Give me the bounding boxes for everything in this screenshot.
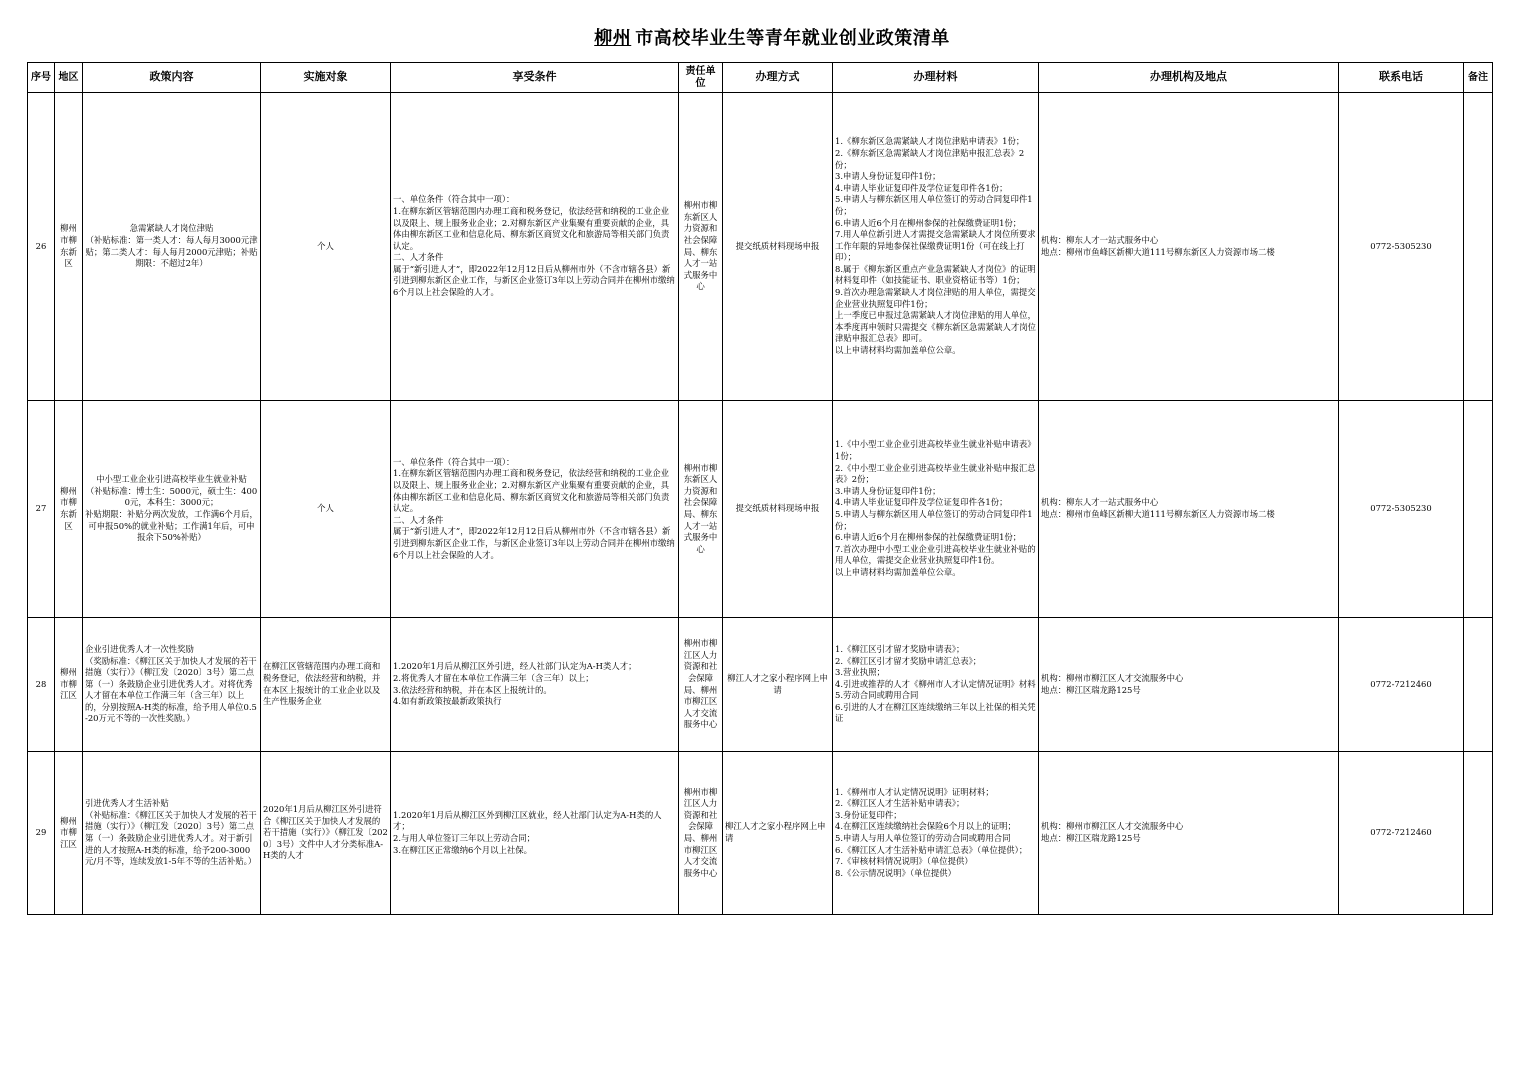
cell-seq: 29	[28, 752, 55, 915]
cell-phone: 0772-7212460	[1339, 752, 1464, 915]
cell-conditions: 一、单位条件（符合其中一项）： 1.在柳东新区管辖范围内办理工商和税务登记，依法经营和纳税的工业企业以及限上、规上服务业企业；2.对柳东新区产业集聚有重要贡献的企业，具体由柳东新区工业和信息化局、柳东新区商贸文化和旅游局等相关部门负责认定。 二、人才条件 属于“新引进人才”，即2022年12月12日后从柳州市外（不含市辖各县）新引进到柳东新区企业工作，与新区企业签订3年以上劳动合同并在柳州市缴纳6个月以上社会保险的人才。	[391, 93, 679, 401]
header-phone: 联系电话	[1339, 63, 1464, 93]
cell-remark	[1464, 618, 1493, 752]
header-unit: 责任单位	[679, 63, 723, 93]
header-target: 实施对象	[261, 63, 391, 93]
header-conditions: 享受条件	[391, 63, 679, 93]
cell-seq: 28	[28, 618, 55, 752]
cell-office: 机构：柳州市柳江区人才交流服务中心 地点：柳江区瑞龙路125号	[1039, 752, 1339, 915]
cell-materials: 1.《柳州市人才认定情况说明》证明材料； 2.《柳江区人才生活补贴申请表》； 3.身份证复印件； 4.在柳江区连续缴纳社会保险6个月以上的证明； 5.申请人与用人单位签订的劳动合同或聘用合同 6.《柳江区人才生活补贴申请汇总表》（单位提供）； 7.《审核材料情况说明》（单位提供） 8.《公示情况说明》（单位提供）	[833, 752, 1039, 915]
cell-remark	[1464, 752, 1493, 915]
cell-seq: 27	[28, 401, 55, 618]
cell-phone: 0772-5305230	[1339, 93, 1464, 401]
cell-office: 机构：柳州市柳江区人才交流服务中心 地点：柳江区瑞龙路125号	[1039, 618, 1339, 752]
cell-target: 2020年1月后从柳江区外引进符合《柳江区关于加快人才发展的若干措施（实行）》（柳江发〔2020〕3号）文件中人才分类标准A-H类的人才	[261, 752, 391, 915]
cell-materials: 1.《柳东新区急需紧缺人才岗位津贴申请表》1份； 2.《柳东新区急需紧缺人才岗位津贴申报汇总表》2份； 3.申请人身份证复印件1份； 4.申请人毕业证复印件及学位证复印件各1份； 5.申请人与柳东新区用人单位签订的劳动合同复印件1份； 6.申请人近6个月在柳州参保的社保缴费证明1份； 7.用人单位新引进人才需提交急需紧缺人才岗位所要求工作年限的异地参保社保缴费证明1份（可在线上打印）； 8.属于《柳东新区重点产业急需紧缺人才岗位》的证明材料复印件（如技能证书、职业资格证书等）1份； 9.首次办理急需紧缺人才岗位津贴的用人单位，需提交企业营业执照复印件1份； 上一季度已申报过急需紧缺人才岗位津贴的用人单位，本季度再申领时只需提交《柳东新区急需紧缺人才岗位津贴申报汇总表》即可。 以上申请材料均需加盖单位公章。	[833, 93, 1039, 401]
header-office: 办理机构及地点	[1039, 63, 1339, 93]
cell-target: 在柳江区管辖范围内办理工商和税务登记，依法经营和纳税，并在本区上报统计的工业企业以及生产性服务企业	[261, 618, 391, 752]
cell-target: 个人	[261, 93, 391, 401]
cell-office: 机构：柳东人才一站式服务中心 地点：柳州市鱼峰区新柳大道111号柳东新区人力资源市场二楼	[1039, 93, 1339, 401]
header-remark: 备注	[1464, 63, 1493, 93]
document-title	[0, 24, 1520, 50]
cell-region: 柳州市柳江区	[55, 618, 83, 752]
cell-method: 柳江人才之家小程序网上申请	[723, 618, 833, 752]
title-city: 柳州	[594, 28, 632, 49]
cell-conditions: 1.2020年1月后从柳江区外引进，经人社部门认定为A-H类人才； 2.将优秀人才留在本单位工作满三年（含三年）以上； 3.依法经营和纳税，并在本区上报统计的。 4.如有新政策按最新政策执行	[391, 618, 679, 752]
cell-materials: 1.《中小型工业企业引进高校毕业生就业补贴申请表》1份； 2.《中小型工业企业引进高校毕业生就业补贴申报汇总表》2份； 3.申请人身份证复印件1份； 4.申请人毕业证复印件及学位证复印件各1份； 5.申请人与柳东新区用人单位签订的劳动合同复印件1份； 6.申请人近6个月在柳州参保的社保缴费证明1份； 7.首次办理中小型工业企业引进高校毕业生就业补贴的用人单位，需提交企业营业执照复印件1份。 以上申请材料均需加盖单位公章。	[833, 401, 1039, 618]
cell-content: 中小型工业企业引进高校毕业生就业补贴 （补贴标准：博士生：5000元，硕士生：4000元，本科生：3000元； 补贴期限：补贴分两次发放，工作满6个月后，可申报50%的就业补贴；工作满1年后，可申报余下50%补贴）	[83, 401, 261, 618]
cell-conditions: 一、单位条件（符合其中一项）： 1.在柳东新区管辖范围内办理工商和税务登记，依法经营和纳税的工业企业以及限上、规上服务业企业；2.对柳东新区产业集聚有重要贡献的企业，具体由柳东新区工业和信息化局、柳东新区商贸文化和旅游局等相关部门负责认定。 二、人才条件 属于“新引进人才”，即2022年12月12日后从柳州市外（不含市辖各县）新引进到柳东新区企业工作，与新区企业签订3年以上劳动合同并在柳州市缴纳6个月以上社会保险的人才。	[391, 401, 679, 618]
title-text: 市高校毕业生等青年就业创业政策清单	[635, 28, 950, 49]
table-row	[28, 618, 1493, 752]
header-seq: 序号	[28, 63, 55, 93]
cell-content: 急需紧缺人才岗位津贴 （补贴标准：第一类人才：每人每月3000元津贴；第二类人才：每人每月2000元津贴；补贴期限：不超过2年）	[83, 93, 261, 401]
cell-method: 提交纸质材料现场申报	[723, 93, 833, 401]
cell-unit: 柳州市柳东新区人力资源和社会保障局、柳东人才一站式服务中心	[679, 93, 723, 401]
cell-office: 机构：柳东人才一站式服务中心 地点：柳州市鱼峰区新柳大道111号柳东新区人力资源市场二楼	[1039, 401, 1339, 618]
cell-seq: 26	[28, 93, 55, 401]
cell-content: 引进优秀人才生活补贴 （补贴标准：《柳江区关于加快人才发展的若干措施（实行）》（柳江发〔2020〕3号）第二点第（一）条鼓励企业引进优秀人才。对于新引进的人才按照A-H类的标准，给予200-3000元/月不等，连续发放1-5年不等的生活补贴。）	[83, 752, 261, 915]
header-row	[28, 63, 1493, 93]
cell-unit: 柳州市柳东新区人力资源和社会保障局、柳东人才一站式服务中心	[679, 401, 723, 618]
cell-phone: 0772-7212460	[1339, 618, 1464, 752]
policy-table	[27, 62, 1493, 915]
cell-phone: 0772-5305230	[1339, 401, 1464, 618]
header-materials: 办理材料	[833, 63, 1039, 93]
cell-method: 柳江人才之家小程序网上申请	[723, 752, 833, 915]
cell-region: 柳州市柳东新区	[55, 401, 83, 618]
cell-region: 柳州市柳东新区	[55, 93, 83, 401]
cell-region: 柳州市柳江区	[55, 752, 83, 915]
cell-remark	[1464, 93, 1493, 401]
table-row	[28, 752, 1493, 915]
table-row	[28, 93, 1493, 401]
cell-remark	[1464, 401, 1493, 618]
table-row	[28, 401, 1493, 618]
cell-method: 提交纸质材料现场申报	[723, 401, 833, 618]
cell-conditions: 1.2020年1月后从柳江区外到柳江区就业，经人社部门认定为A-H类的人才； 2.与用人单位签订三年以上劳动合同； 3.在柳江区正常缴纳6个月以上社保。	[391, 752, 679, 915]
header-content: 政策内容	[83, 63, 261, 93]
header-region: 地区	[55, 63, 83, 93]
cell-unit: 柳州市柳江区人力资源和社会保障局、柳州市柳江区人才交流服务中心	[679, 618, 723, 752]
cell-target: 个人	[261, 401, 391, 618]
header-method: 办理方式	[723, 63, 833, 93]
cell-unit: 柳州市柳江区人力资源和社会保障局、柳州市柳江区人才交流服务中心	[679, 752, 723, 915]
cell-content: 企业引进优秀人才一次性奖励 （奖励标准：《柳江区关于加快人才发展的若干措施（实行）》（柳江发〔2020〕3号）第二点第（一）条鼓励企业引进优秀人才。对将优秀人才留在本单位工作满三年（含三年）以上的，分别按照A-H类的标准，给予用人单位0.5-20万元不等的一次性奖励。）	[83, 618, 261, 752]
cell-materials: 1.《柳江区引才留才奖励申请表》； 2.《柳江区引才留才奖励申请汇总表》； 3.营业执照； 4.引进或推荐的人才《柳州市人才认定情况证明》材料 5.劳动合同或聘用合同 6.引进的人才在柳江区连续缴纳三年以上社保的相关凭证	[833, 618, 1039, 752]
